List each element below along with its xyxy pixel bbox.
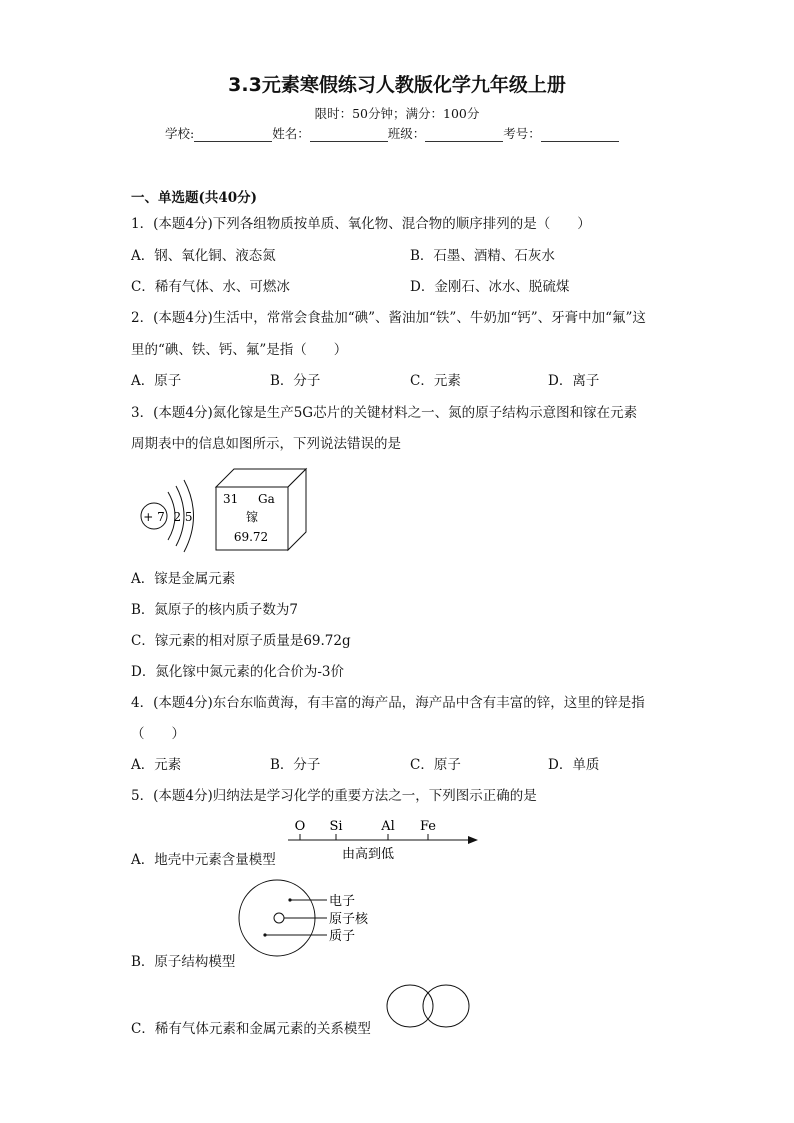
q2-stem-line2: 里的“碘、铁、钙、氟”是指（ ） xyxy=(131,342,348,358)
id-field[interactable] xyxy=(541,127,619,142)
q3-option-b[interactable]: B．氮原子的核内质子数为7 xyxy=(131,602,299,618)
q5-option-a[interactable]: A．地壳中元素含量模型 xyxy=(131,852,276,868)
element-al: Al xyxy=(381,819,395,834)
q2-option-c[interactable]: C．元素 xyxy=(410,373,461,389)
label-proton: 质子 xyxy=(329,929,356,944)
q3-stem-line2: 周期表中的信息如图所示，下列说法错误的是 xyxy=(131,436,401,452)
q3-option-a[interactable]: A．镓是金属元素 xyxy=(131,571,236,587)
q5-option-c[interactable]: C．稀有气体元素和金属元素的关系模型 xyxy=(131,1021,371,1037)
nucleus-charge: + 7 xyxy=(143,510,165,524)
section-heading: 一、单选题(共40分) xyxy=(131,190,258,206)
q3-stem-line1: 3．(本题4分)氮化镓是生产5G芯片的关键材料之一、氮的原子结构示意图和镓在元素 xyxy=(131,405,638,421)
q4-stem-line2: （ ） xyxy=(131,726,185,742)
q2-option-a[interactable]: A．原子 xyxy=(131,373,182,389)
name-field[interactable] xyxy=(310,127,388,142)
element-o: O xyxy=(294,819,306,834)
q1-option-b[interactable]: B．石墨、酒精、石灰水 xyxy=(410,248,555,264)
element-name: 镓 xyxy=(245,510,259,524)
q4-option-a[interactable]: A．元素 xyxy=(131,757,182,773)
q4-option-c[interactable]: C．原子 xyxy=(410,757,461,773)
element-fe: Fe xyxy=(419,819,437,834)
class-field[interactable] xyxy=(425,127,503,142)
element-si: Si xyxy=(329,819,343,834)
q2-option-b[interactable]: B．分子 xyxy=(270,373,321,389)
q3-option-d[interactable]: D．氮化镓中氮元素的化合价为-3价 xyxy=(131,664,344,680)
q1-option-d[interactable]: D．金刚石、冰水、脱硫煤 xyxy=(410,279,570,295)
class-label: 班级： xyxy=(387,126,426,141)
school-field[interactable] xyxy=(194,127,272,142)
q5-stem: 5．(本题4分)归纳法是学习化学的重要方法之一，下列图示正确的是 xyxy=(131,788,537,804)
q4-stem-line1: 4．(本题4分)东台东临黄海，有丰富的海产品，海产品中含有丰富的锌，这里的锌是指 xyxy=(131,695,645,711)
q4-option-b[interactable]: B．分子 xyxy=(270,757,321,773)
q1-option-c[interactable]: C．稀有气体、水、可燃冰 xyxy=(131,279,290,295)
q2-stem-line1: 2．(本题4分)生活中，常常会食盐加“碘”、酱油加“铁”、牛奶加“钙”、牙膏中加“氟”这 xyxy=(131,310,646,326)
q1-option-a[interactable]: A．钢、氧化铜、液态氮 xyxy=(131,248,276,264)
atomic-mass: 69.72 xyxy=(233,530,269,544)
element-symbol: Ga xyxy=(258,492,275,506)
nitrogen-atom-diagram xyxy=(141,480,194,552)
school-label: 学校: xyxy=(165,126,195,141)
atom-structure-figure xyxy=(235,878,385,958)
electron-shells: 2 5 xyxy=(173,510,193,524)
page-title: 3.3元素寒假练习人教版化学九年级上册 xyxy=(228,74,566,96)
name-label: 姓名： xyxy=(272,126,310,141)
q1-stem: 1．(本题4分)下列各组物质按单质、氧化物、混合物的顺序排列的是（ ） xyxy=(131,216,591,232)
q2-option-d[interactable]: D．离子 xyxy=(548,373,600,389)
gallium-periodic-cell xyxy=(216,469,306,550)
q4-option-d[interactable]: D．单质 xyxy=(548,757,600,773)
q5-option-b[interactable]: B．原子结构模型 xyxy=(131,954,236,970)
student-info-line xyxy=(165,124,619,142)
crust-abundance-figure xyxy=(280,812,490,864)
label-electron: 电子 xyxy=(329,894,356,909)
label-nucleus: 原子核 xyxy=(329,912,369,927)
q3-option-c[interactable]: C．镓元素的相对原子质量是69.72g xyxy=(131,633,351,649)
venn-diagram xyxy=(384,982,474,1032)
atomic-number: 31 xyxy=(223,492,239,506)
axis-label: 由高到低 xyxy=(341,847,395,862)
id-label: 考号： xyxy=(503,126,541,141)
time-score-line: 限时：50分钟；满分：100分 xyxy=(314,106,480,121)
q3-figure xyxy=(130,465,320,557)
